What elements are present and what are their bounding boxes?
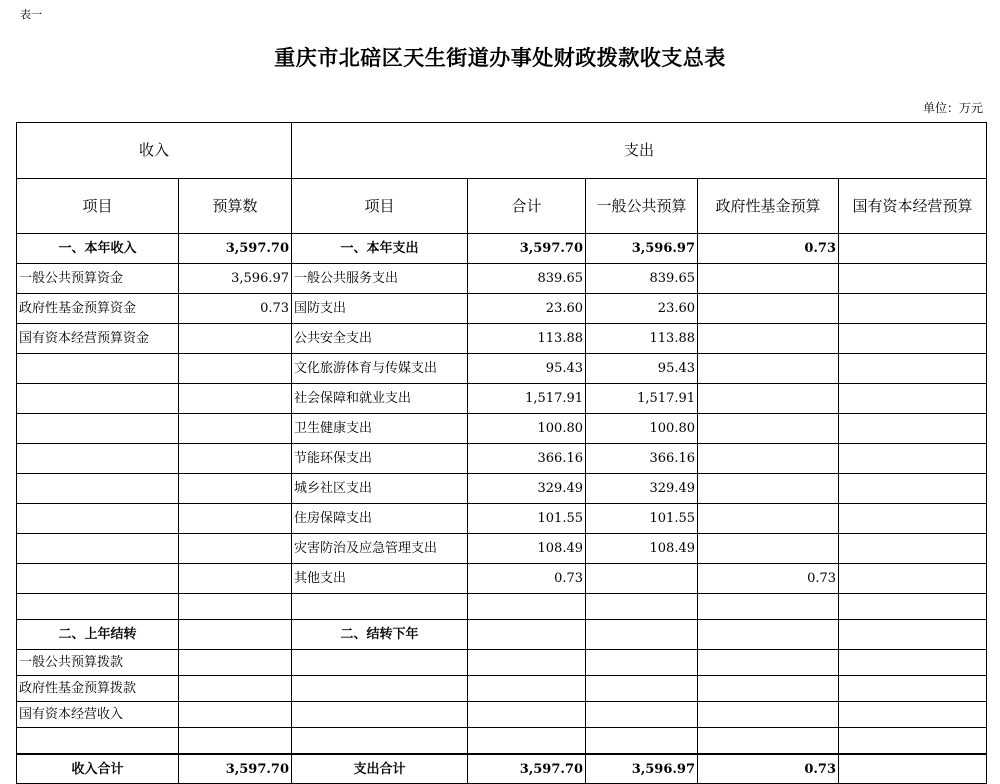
empty-cell — [698, 594, 839, 620]
expense-general: 329.49 — [586, 474, 698, 504]
expense-general: 101.55 — [586, 504, 698, 534]
table-row — [17, 564, 987, 594]
expense-fund — [698, 444, 839, 474]
section2-expense-label: 二、结转下年 — [292, 620, 468, 650]
section2-income-label: 二、上年结转 — [17, 620, 179, 650]
income-total-label: 收入合计 — [17, 754, 179, 784]
income-item-label — [17, 534, 179, 564]
expense-state-capital — [839, 534, 987, 564]
empty-cell — [698, 676, 839, 702]
income-item-value — [179, 474, 292, 504]
empty-cell — [468, 594, 586, 620]
section1-expense-label: 一、本年支出 — [292, 234, 468, 264]
expense-general: 839.65 — [586, 264, 698, 294]
expense-fund: 0.73 — [698, 564, 839, 594]
income-item-label — [17, 414, 179, 444]
expense-total-label: 支出合计 — [292, 754, 468, 784]
empty-cell — [179, 728, 292, 755]
section1-state-capital — [839, 234, 987, 264]
income-item-value: 3,596.97 — [179, 264, 292, 294]
blank-row — [17, 594, 987, 620]
income-budget-header: 预算数 — [179, 179, 292, 234]
empty-cell — [292, 676, 468, 702]
expense-total: 839.65 — [468, 264, 586, 294]
expense-state-capital — [839, 324, 987, 354]
expense-item-label: 社会保障和就业支出 — [292, 384, 468, 414]
table-row — [17, 444, 987, 474]
empty-cell — [468, 676, 586, 702]
expense-state-capital — [839, 294, 987, 324]
section1-fund: 0.73 — [698, 234, 839, 264]
empty-cell — [292, 702, 468, 728]
empty-cell — [586, 650, 698, 676]
income-total-value: 3,597.70 — [179, 754, 292, 784]
empty-cell — [586, 728, 698, 755]
expense-general: 1,517.91 — [586, 384, 698, 414]
expense-fund — [698, 264, 839, 294]
income-item-label — [17, 474, 179, 504]
table-row — [17, 702, 987, 728]
table-row — [17, 324, 987, 354]
table-row — [17, 294, 987, 324]
expense-general: 366.16 — [586, 444, 698, 474]
totals-row — [17, 754, 987, 784]
expense-general: 100.80 — [586, 414, 698, 444]
expense-total: 100.80 — [468, 414, 586, 444]
expense-item-label: 公共安全支出 — [292, 324, 468, 354]
expense-item-label: 一般公共服务支出 — [292, 264, 468, 294]
empty-cell — [698, 650, 839, 676]
expense-fund — [698, 414, 839, 444]
empty-cell — [698, 728, 839, 755]
empty-cell — [179, 702, 292, 728]
header-row-1 — [17, 123, 987, 179]
income-item-header: 项目 — [17, 179, 179, 234]
empty-cell — [468, 650, 586, 676]
empty-cell — [179, 620, 292, 650]
expense-state-capital — [839, 384, 987, 414]
expense-grand-total: 3,597.70 — [468, 754, 586, 784]
expense-fund-total: 0.73 — [698, 754, 839, 784]
expense-item-label: 国防支出 — [292, 294, 468, 324]
expense-fund — [698, 474, 839, 504]
empty-cell — [468, 728, 586, 755]
expense-general-total: 3,596.97 — [586, 754, 698, 784]
empty-cell — [839, 620, 987, 650]
income-item-value — [179, 354, 292, 384]
empty-cell — [17, 594, 179, 620]
empty-cell — [586, 702, 698, 728]
expense-general — [586, 564, 698, 594]
section1-general: 3,596.97 — [586, 234, 698, 264]
income-item-label — [17, 384, 179, 414]
income-item-value — [179, 564, 292, 594]
expense-general: 95.43 — [586, 354, 698, 384]
total-header: 合计 — [468, 179, 586, 234]
table-row — [17, 414, 987, 444]
expense-total: 366.16 — [468, 444, 586, 474]
empty-cell — [839, 650, 987, 676]
expense-total: 95.43 — [468, 354, 586, 384]
expense-item-label: 节能环保支出 — [292, 444, 468, 474]
table-row — [17, 474, 987, 504]
income-item-label — [17, 354, 179, 384]
expense-total: 0.73 — [468, 564, 586, 594]
section1-total: 3,597.70 — [468, 234, 586, 264]
empty-cell — [292, 650, 468, 676]
expense-fund — [698, 354, 839, 384]
section1-row — [17, 234, 987, 264]
empty-cell — [698, 620, 839, 650]
table-row — [17, 650, 987, 676]
expense-item-label: 文化旅游体育与传媒支出 — [292, 354, 468, 384]
table-row — [17, 534, 987, 564]
empty-cell — [839, 702, 987, 728]
income-item-value — [179, 414, 292, 444]
table-row — [17, 504, 987, 534]
unit-label: 单位：万元 — [922, 101, 983, 115]
empty-cell — [179, 650, 292, 676]
empty-cell — [179, 594, 292, 620]
expense-fund — [698, 324, 839, 354]
table-row — [17, 264, 987, 294]
income-item-value — [179, 324, 292, 354]
carryover-item-label: 政府性基金预算拨款 — [17, 676, 179, 702]
expense-general: 23.60 — [586, 294, 698, 324]
expense-item-label: 住房保障支出 — [292, 504, 468, 534]
state-capital-header: 国有资本经营预算 — [839, 179, 987, 234]
empty-cell — [586, 594, 698, 620]
carryover-item-label: 一般公共预算拨款 — [17, 650, 179, 676]
empty-cell — [17, 728, 179, 755]
expense-total: 101.55 — [468, 504, 586, 534]
empty-cell — [839, 594, 987, 620]
expense-fund — [698, 294, 839, 324]
expense-state-capital — [839, 264, 987, 294]
empty-cell — [292, 728, 468, 755]
section1-income-label: 一、本年收入 — [17, 234, 179, 264]
empty-cell — [586, 620, 698, 650]
section1-income-value: 3,597.70 — [179, 234, 292, 264]
income-item-value — [179, 504, 292, 534]
empty-cell — [839, 728, 987, 755]
income-item-label — [17, 564, 179, 594]
expense-state-capital — [839, 414, 987, 444]
carryover-item-label: 国有资本经营收入 — [17, 702, 179, 728]
income-item-label: 政府性基金预算资金 — [17, 294, 179, 324]
expense-item-label: 城乡社区支出 — [292, 474, 468, 504]
expense-total: 329.49 — [468, 474, 586, 504]
expense-fund — [698, 504, 839, 534]
table-number-label: 表一 — [20, 8, 42, 21]
income-header: 收入 — [17, 123, 292, 179]
expense-item-label: 卫生健康支出 — [292, 414, 468, 444]
table-row — [17, 384, 987, 414]
page-title: 重庆市北碚区天生街道办事处财政拨款收支总表 — [274, 45, 726, 70]
blank-row — [17, 728, 987, 755]
budget-summary-table — [16, 122, 987, 784]
expense-item-header: 项目 — [292, 179, 468, 234]
expense-item-label: 其他支出 — [292, 564, 468, 594]
table-row — [17, 676, 987, 702]
expense-state-capital-total — [839, 754, 987, 784]
expense-state-capital — [839, 564, 987, 594]
empty-cell — [586, 676, 698, 702]
expense-total: 23.60 — [468, 294, 586, 324]
empty-cell — [292, 594, 468, 620]
table-row — [17, 354, 987, 384]
expense-total: 108.49 — [468, 534, 586, 564]
general-budget-header: 一般公共预算 — [586, 179, 698, 234]
expense-total: 1,517.91 — [468, 384, 586, 414]
empty-cell — [839, 676, 987, 702]
header-row-2 — [17, 179, 987, 234]
expense-total: 113.88 — [468, 324, 586, 354]
empty-cell — [468, 702, 586, 728]
income-item-label: 国有资本经营预算资金 — [17, 324, 179, 354]
expense-general: 113.88 — [586, 324, 698, 354]
expense-header: 支出 — [292, 123, 987, 179]
expense-state-capital — [839, 354, 987, 384]
empty-cell — [179, 676, 292, 702]
income-item-value: 0.73 — [179, 294, 292, 324]
income-item-value — [179, 444, 292, 474]
section2-row — [17, 620, 987, 650]
expense-state-capital — [839, 474, 987, 504]
expense-fund — [698, 384, 839, 414]
income-item-value — [179, 384, 292, 414]
fund-budget-header: 政府性基金预算 — [698, 179, 839, 234]
income-item-label — [17, 444, 179, 474]
expense-state-capital — [839, 504, 987, 534]
expense-item-label: 灾害防治及应急管理支出 — [292, 534, 468, 564]
expense-general: 108.49 — [586, 534, 698, 564]
income-item-value — [179, 534, 292, 564]
expense-state-capital — [839, 444, 987, 474]
expense-fund — [698, 534, 839, 564]
income-item-label: 一般公共预算资金 — [17, 264, 179, 294]
empty-cell — [698, 702, 839, 728]
empty-cell — [468, 620, 586, 650]
income-item-label — [17, 504, 179, 534]
